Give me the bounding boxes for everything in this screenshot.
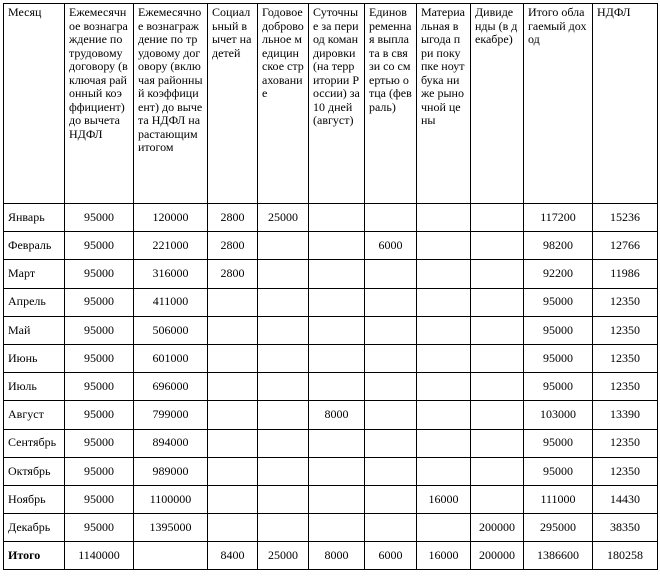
cell-material-benefit <box>417 514 471 542</box>
cell-month: Ноябрь <box>4 485 65 513</box>
cell-ndfl: 15236 <box>593 204 658 232</box>
table-row <box>4 429 658 457</box>
header-one-time-payment: Единовременная выплата в связи со смертью отца (февраль) <box>365 4 417 204</box>
cell-one-time-payment <box>365 204 417 232</box>
cell-child-deduction <box>208 316 258 344</box>
cell-month: Сентябрь <box>4 429 65 457</box>
total-row <box>4 542 658 570</box>
cell-one-time-payment <box>365 401 417 429</box>
cell-child-deduction <box>208 288 258 316</box>
cell-monthly-salary: 95000 <box>65 232 134 260</box>
cell-monthly-salary: 95000 <box>65 204 134 232</box>
cell-cumulative-salary: 1395000 <box>134 514 208 542</box>
header-ndfl: НДФЛ <box>593 4 658 204</box>
cell-cumulative-salary: 221000 <box>134 232 208 260</box>
cell-child-deduction <box>208 457 258 485</box>
cell-ndfl: 12766 <box>593 232 658 260</box>
table-row <box>4 373 658 401</box>
cell-material-benefit <box>417 204 471 232</box>
cell-taxable-income: 95000 <box>524 344 593 372</box>
cell-month: Декабрь <box>4 514 65 542</box>
cell-dividends <box>471 204 524 232</box>
cell-dividends <box>471 232 524 260</box>
cell-taxable-income: 1386600 <box>524 542 593 570</box>
cell-material-benefit <box>417 316 471 344</box>
cell-one-time-payment: 6000 <box>365 232 417 260</box>
cell-per-diem: 8000 <box>309 542 365 570</box>
table-row <box>4 204 658 232</box>
header-per-diem: Суточные за период командировки (на территории России) за 10 дней (август) <box>309 4 365 204</box>
cell-month: Май <box>4 316 65 344</box>
cell-medical-insurance: 25000 <box>258 542 309 570</box>
cell-per-diem: 8000 <box>309 401 365 429</box>
cell-ndfl: 12350 <box>593 344 658 372</box>
cell-material-benefit <box>417 232 471 260</box>
cell-child-deduction: 2800 <box>208 260 258 288</box>
cell-one-time-payment <box>365 316 417 344</box>
cell-taxable-income: 95000 <box>524 288 593 316</box>
cell-child-deduction <box>208 401 258 429</box>
table-row <box>4 316 658 344</box>
table-row <box>4 232 658 260</box>
cell-taxable-income: 98200 <box>524 232 593 260</box>
cell-ndfl: 180258 <box>593 542 658 570</box>
cell-child-deduction <box>208 429 258 457</box>
cell-cumulative-salary: 120000 <box>134 204 208 232</box>
cell-per-diem <box>309 429 365 457</box>
cell-taxable-income: 95000 <box>524 316 593 344</box>
cell-per-diem <box>309 288 365 316</box>
cell-dividends <box>471 401 524 429</box>
cell-per-diem <box>309 316 365 344</box>
cell-medical-insurance <box>258 429 309 457</box>
cell-material-benefit <box>417 401 471 429</box>
cell-taxable-income: 95000 <box>524 373 593 401</box>
cell-dividends <box>471 457 524 485</box>
header-cumulative-salary: Ежемесячное вознаграждение по трудовому договору (включая районный коэффициент) до вычета НДФЛ нарастающим итогом <box>134 4 208 204</box>
cell-medical-insurance <box>258 485 309 513</box>
header-monthly-salary: Ежемесячное вознаграждение по трудовому договору (включая районный коэффициент) до вычета НДФЛ <box>65 4 134 204</box>
cell-taxable-income: 95000 <box>524 457 593 485</box>
cell-month: Июнь <box>4 344 65 372</box>
cell-material-benefit: 16000 <box>417 542 471 570</box>
cell-one-time-payment: 6000 <box>365 542 417 570</box>
table-header <box>4 4 658 204</box>
header-medical-insurance: Годовое добровольное медицинское страхование <box>258 4 309 204</box>
cell-child-deduction <box>208 344 258 372</box>
cell-month: Август <box>4 401 65 429</box>
cell-month: Январь <box>4 204 65 232</box>
cell-taxable-income: 92200 <box>524 260 593 288</box>
cell-medical-insurance <box>258 344 309 372</box>
cell-dividends <box>471 429 524 457</box>
cell-ndfl: 14430 <box>593 485 658 513</box>
cell-monthly-salary: 95000 <box>65 514 134 542</box>
cell-material-benefit <box>417 457 471 485</box>
cell-taxable-income: 95000 <box>524 429 593 457</box>
header-material-benefit: Материальная выгода при покупке ноутбука ниже рыночной цены <box>417 4 471 204</box>
cell-dividends <box>471 260 524 288</box>
cell-taxable-income: 103000 <box>524 401 593 429</box>
cell-medical-insurance <box>258 373 309 401</box>
cell-month: Февраль <box>4 232 65 260</box>
cell-child-deduction: 2800 <box>208 232 258 260</box>
cell-one-time-payment <box>365 260 417 288</box>
cell-material-benefit <box>417 344 471 372</box>
cell-ndfl: 12350 <box>593 288 658 316</box>
cell-cumulative-salary: 894000 <box>134 429 208 457</box>
cell-monthly-salary: 95000 <box>65 344 134 372</box>
table-body <box>4 204 658 570</box>
cell-per-diem <box>309 373 365 401</box>
cell-child-deduction: 8400 <box>208 542 258 570</box>
cell-material-benefit <box>417 260 471 288</box>
cell-monthly-salary: 95000 <box>65 429 134 457</box>
header-month: Месяц <box>4 4 65 204</box>
cell-monthly-salary: 95000 <box>65 401 134 429</box>
cell-dividends <box>471 373 524 401</box>
cell-one-time-payment <box>365 457 417 485</box>
table-row <box>4 288 658 316</box>
cell-per-diem <box>309 260 365 288</box>
cell-child-deduction <box>208 514 258 542</box>
cell-dividends <box>471 288 524 316</box>
cell-cumulative-salary: 601000 <box>134 344 208 372</box>
cell-ndfl: 12350 <box>593 429 658 457</box>
cell-medical-insurance <box>258 401 309 429</box>
header-child-deduction: Социальный вычет на детей <box>208 4 258 204</box>
cell-dividends <box>471 485 524 513</box>
cell-material-benefit: 16000 <box>417 485 471 513</box>
cell-month: Апрель <box>4 288 65 316</box>
cell-month: Июль <box>4 373 65 401</box>
table-row <box>4 485 658 513</box>
cell-medical-insurance <box>258 316 309 344</box>
cell-per-diem <box>309 232 365 260</box>
table-row <box>4 457 658 485</box>
cell-month: Октябрь <box>4 457 65 485</box>
cell-monthly-salary: 95000 <box>65 457 134 485</box>
cell-ndfl: 12350 <box>593 373 658 401</box>
cell-child-deduction <box>208 373 258 401</box>
cell-material-benefit <box>417 429 471 457</box>
table-row <box>4 514 658 542</box>
cell-medical-insurance <box>258 288 309 316</box>
cell-medical-insurance <box>258 514 309 542</box>
cell-child-deduction <box>208 485 258 513</box>
cell-taxable-income: 295000 <box>524 514 593 542</box>
cell-monthly-salary: 95000 <box>65 260 134 288</box>
cell-medical-insurance <box>258 260 309 288</box>
cell-child-deduction: 2800 <box>208 204 258 232</box>
cell-one-time-payment <box>365 288 417 316</box>
cell-dividends <box>471 316 524 344</box>
cell-monthly-salary: 1140000 <box>65 542 134 570</box>
cell-dividends: 200000 <box>471 542 524 570</box>
header-row <box>4 4 658 204</box>
cell-monthly-salary: 95000 <box>65 373 134 401</box>
cell-month: Март <box>4 260 65 288</box>
cell-ndfl: 38350 <box>593 514 658 542</box>
cell-per-diem <box>309 204 365 232</box>
cell-taxable-income: 117200 <box>524 204 593 232</box>
cell-cumulative-salary: 799000 <box>134 401 208 429</box>
cell-one-time-payment <box>365 485 417 513</box>
header-dividends: Дивиденды (в декабре) <box>471 4 524 204</box>
cell-medical-insurance <box>258 457 309 485</box>
cell-per-diem <box>309 344 365 372</box>
cell-per-diem <box>309 485 365 513</box>
ndfl-table <box>3 3 658 570</box>
cell-cumulative-salary: 1100000 <box>134 485 208 513</box>
header-taxable-income: Итого облагаемый доход <box>524 4 593 204</box>
cell-material-benefit <box>417 373 471 401</box>
cell-one-time-payment <box>365 373 417 401</box>
cell-cumulative-salary <box>134 542 208 570</box>
cell-dividends: 200000 <box>471 514 524 542</box>
cell-monthly-salary: 95000 <box>65 316 134 344</box>
cell-month: Итого <box>4 542 65 570</box>
cell-cumulative-salary: 989000 <box>134 457 208 485</box>
cell-cumulative-salary: 411000 <box>134 288 208 316</box>
cell-ndfl: 11986 <box>593 260 658 288</box>
cell-cumulative-salary: 506000 <box>134 316 208 344</box>
table-row <box>4 344 658 372</box>
cell-one-time-payment <box>365 344 417 372</box>
cell-ndfl: 13390 <box>593 401 658 429</box>
cell-cumulative-salary: 696000 <box>134 373 208 401</box>
cell-monthly-salary: 95000 <box>65 288 134 316</box>
cell-per-diem <box>309 457 365 485</box>
cell-ndfl: 12350 <box>593 316 658 344</box>
table-row <box>4 260 658 288</box>
cell-per-diem <box>309 514 365 542</box>
cell-medical-insurance <box>258 232 309 260</box>
cell-one-time-payment <box>365 514 417 542</box>
cell-medical-insurance: 25000 <box>258 204 309 232</box>
cell-taxable-income: 111000 <box>524 485 593 513</box>
table-row <box>4 401 658 429</box>
cell-ndfl: 12350 <box>593 457 658 485</box>
cell-one-time-payment <box>365 429 417 457</box>
cell-dividends <box>471 344 524 372</box>
cell-material-benefit <box>417 288 471 316</box>
cell-cumulative-salary: 316000 <box>134 260 208 288</box>
cell-monthly-salary: 95000 <box>65 485 134 513</box>
